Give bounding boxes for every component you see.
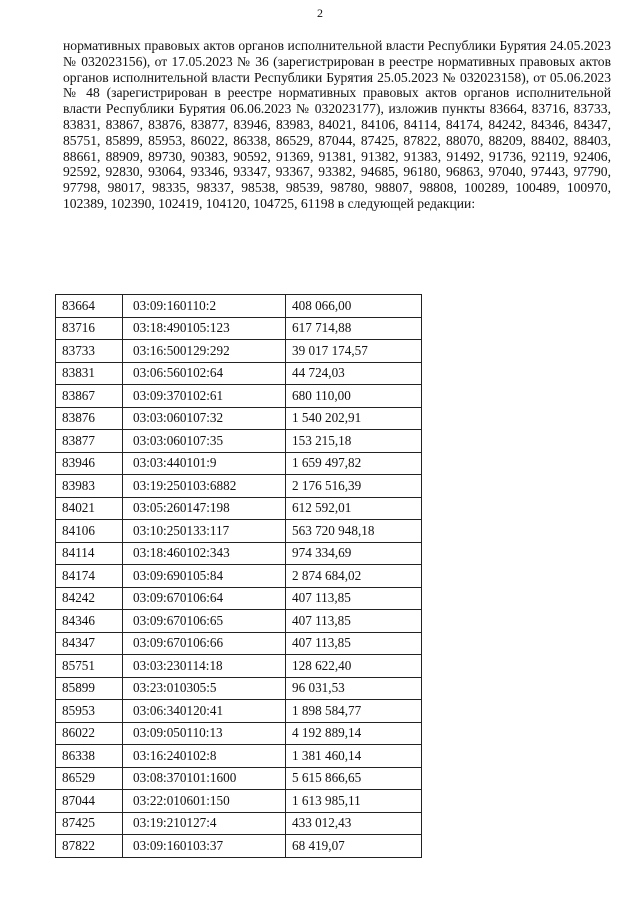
- table-row: [56, 430, 422, 453]
- cadastral-number-cell: 03:03:060107:35: [123, 430, 286, 453]
- table-row: [56, 587, 422, 610]
- table-row: [56, 317, 422, 340]
- cadastral-number-cell: 03:22:010601:150: [123, 790, 286, 813]
- cadastral-value-cell: 408 066,00: [286, 295, 422, 318]
- table-body: [56, 295, 422, 858]
- intro-text: нормативных правовых актов органов исполнительной власти Республики Бурятия 24.05.2023 № 032023156), от 17.05.2023 № 36 (зарегистрирован в реестре нормативных правовых актов органов исполнительной власти Республики Бурятия 25.05.2023 № 032023158), от 05.06.2023 № 48 (зарегистрирован в реестре нормативных правовых актов органов исполнительной власти Республики Бурятия 06.06.2023 № 032023177), изложив пункты 83664, 83716, 83733, 83831, 83867, 83876, 83877, 83946, 83983, 84021, 84106, 84114, 84174, 84242, 84346, 84347, 85751, 85899, 85953, 86022, 86338, 86529, 87044, 87425, 87822, 88070, 88209, 88402, 88403, 88661, 88909, 89730, 90383, 90592, 91369, 91381, 91382, 91383, 91492, 91736, 92119, 92406, 92592, 92830, 93064, 93346, 93347, 93367, 93382, 94685, 96180, 96863, 97040, 97443, 97790, 97798, 98017, 98335, 98337, 98538, 98539, 98780, 98807, 98808, 100289, 100489, 100970, 102389, 102390, 102419, 104120, 104725, 61198 в следующей редакции:: [63, 38, 611, 211]
- cadastral-number-cell: 03:09:050110:13: [123, 722, 286, 745]
- cadastral-value-cell: 1 898 584,77: [286, 700, 422, 723]
- cadastral-number-cell: 03:16:500129:292: [123, 340, 286, 363]
- cadastral-number-cell: 03:09:690105:84: [123, 565, 286, 588]
- table-row: [56, 295, 422, 318]
- cadastral-value-cell: 96 031,53: [286, 677, 422, 700]
- table-row: [56, 520, 422, 543]
- table-row: [56, 632, 422, 655]
- cadastral-value-cell: 680 110,00: [286, 385, 422, 408]
- cadastral-value-cell: 407 113,85: [286, 587, 422, 610]
- cadastral-value-cell: 2 874 684,02: [286, 565, 422, 588]
- cadastral-number-cell: 03:09:370102:61: [123, 385, 286, 408]
- cadastral-value-cell: 44 724,03: [286, 362, 422, 385]
- cadastral-value-cell: 5 615 866,65: [286, 767, 422, 790]
- item-number-cell: 84346: [56, 610, 123, 633]
- cadastral-value-cell: 407 113,85: [286, 632, 422, 655]
- table-row: [56, 610, 422, 633]
- cadastral-value-cell: 617 714,88: [286, 317, 422, 340]
- cadastral-number-cell: 03:10:250133:117: [123, 520, 286, 543]
- cadastral-number-cell: 03:23:010305:5: [123, 677, 286, 700]
- cadastral-value-cell: 1 659 497,82: [286, 452, 422, 475]
- cadastral-number-cell: 03:18:460102:343: [123, 542, 286, 565]
- item-number-cell: 85751: [56, 655, 123, 678]
- cadastral-number-cell: 03:09:670106:66: [123, 632, 286, 655]
- table-row: [56, 407, 422, 430]
- item-number-cell: 84021: [56, 497, 123, 520]
- cadastral-value-cell: 433 012,43: [286, 812, 422, 835]
- cadastral-number-cell: 03:09:670106:65: [123, 610, 286, 633]
- table-row: [56, 340, 422, 363]
- cadastral-value-cell: 563 720 948,18: [286, 520, 422, 543]
- item-number-cell: 84347: [56, 632, 123, 655]
- cadastral-value-cell: 39 017 174,57: [286, 340, 422, 363]
- cadastral-number-cell: 03:16:240102:8: [123, 745, 286, 768]
- cadastral-number-cell: 03:09:160110:2: [123, 295, 286, 318]
- cadastral-number-cell: 03:08:370101:1600: [123, 767, 286, 790]
- cadastral-number-cell: 03:03:230114:18: [123, 655, 286, 678]
- cadastral-number-cell: 03:06:340120:41: [123, 700, 286, 723]
- item-number-cell: 83831: [56, 362, 123, 385]
- cadastral-number-cell: 03:03:440101:9: [123, 452, 286, 475]
- cadastral-value-cell: 68 419,07: [286, 835, 422, 858]
- item-number-cell: 87822: [56, 835, 123, 858]
- cadastral-value-cell: 2 176 516,39: [286, 475, 422, 498]
- table-row: [56, 542, 422, 565]
- table-row: [56, 700, 422, 723]
- table-row: [56, 385, 422, 408]
- item-number-cell: 86022: [56, 722, 123, 745]
- intro-paragraph: [63, 38, 611, 212]
- cadastral-number-cell: 03:06:560102:64: [123, 362, 286, 385]
- cadastral-number-cell: 03:09:670106:64: [123, 587, 286, 610]
- table-row: [56, 452, 422, 475]
- item-number-cell: 83946: [56, 452, 123, 475]
- cadastral-value-cell: 1 613 985,11: [286, 790, 422, 813]
- cadastral-number-cell: 03:19:250103:6882: [123, 475, 286, 498]
- cadastral-value-cell: 4 192 889,14: [286, 722, 422, 745]
- table-row: [56, 475, 422, 498]
- item-number-cell: 85899: [56, 677, 123, 700]
- item-number-cell: 87425: [56, 812, 123, 835]
- table-row: [56, 790, 422, 813]
- table-row: [56, 767, 422, 790]
- cadastral-number-cell: 03:19:210127:4: [123, 812, 286, 835]
- table-row: [56, 565, 422, 588]
- cadastral-number-cell: 03:05:260147:198: [123, 497, 286, 520]
- table-row: [56, 745, 422, 768]
- table-row: [56, 362, 422, 385]
- item-number-cell: 87044: [56, 790, 123, 813]
- item-number-cell: 86529: [56, 767, 123, 790]
- cadastral-number-cell: 03:09:160103:37: [123, 835, 286, 858]
- table-row: [56, 835, 422, 858]
- cadastral-value-cell: 612 592,01: [286, 497, 422, 520]
- item-number-cell: 83867: [56, 385, 123, 408]
- item-number-cell: 83733: [56, 340, 123, 363]
- item-number-cell: 83877: [56, 430, 123, 453]
- table-row: [56, 655, 422, 678]
- item-number-cell: 84174: [56, 565, 123, 588]
- cadastral-value-cell: 1 540 202,91: [286, 407, 422, 430]
- item-number-cell: 83983: [56, 475, 123, 498]
- item-number-cell: 86338: [56, 745, 123, 768]
- cadastral-value-table: [55, 294, 422, 858]
- item-number-cell: 83716: [56, 317, 123, 340]
- item-number-cell: 83664: [56, 295, 123, 318]
- page-number: 2: [317, 6, 323, 20]
- table-row: [56, 497, 422, 520]
- cadastral-value-cell: 407 113,85: [286, 610, 422, 633]
- item-number-cell: 84242: [56, 587, 123, 610]
- item-number-cell: 85953: [56, 700, 123, 723]
- table-row: [56, 677, 422, 700]
- item-number-cell: 84114: [56, 542, 123, 565]
- cadastral-value-cell: 974 334,69: [286, 542, 422, 565]
- cadastral-number-cell: 03:03:060107:32: [123, 407, 286, 430]
- cadastral-value-cell: 1 381 460,14: [286, 745, 422, 768]
- item-number-cell: 83876: [56, 407, 123, 430]
- table-row: [56, 722, 422, 745]
- cadastral-value-cell: 128 622,40: [286, 655, 422, 678]
- cadastral-value-cell: 153 215,18: [286, 430, 422, 453]
- table-row: [56, 812, 422, 835]
- item-number-cell: 84106: [56, 520, 123, 543]
- cadastral-number-cell: 03:18:490105:123: [123, 317, 286, 340]
